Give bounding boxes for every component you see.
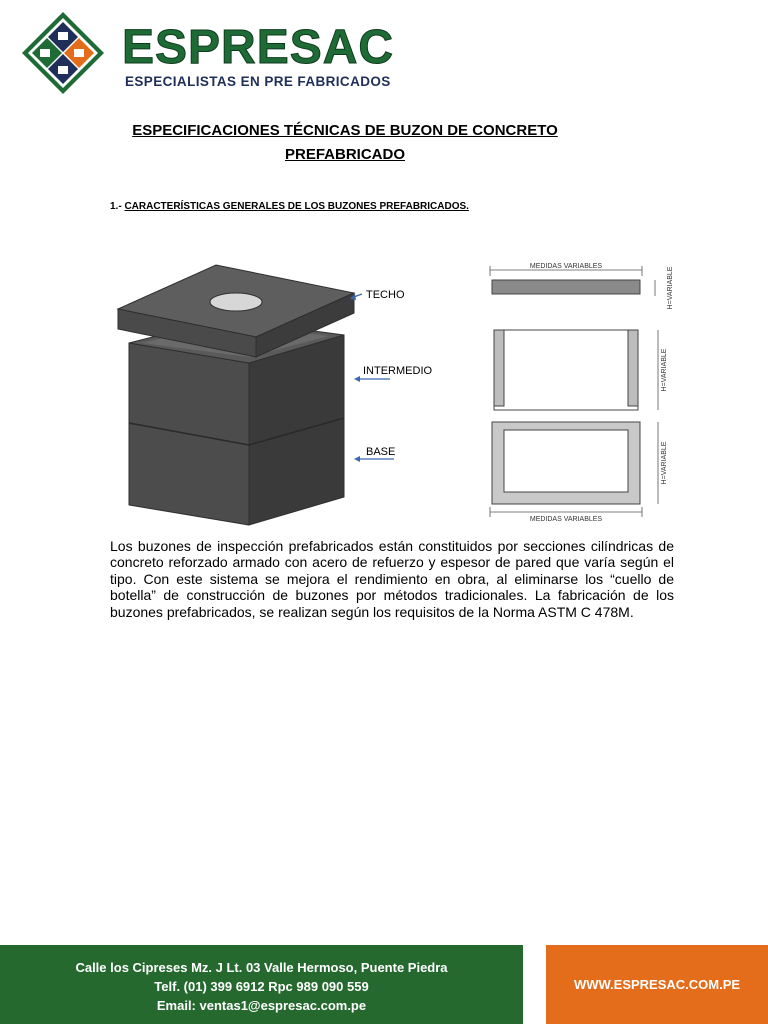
footer-email: Email: ventas1@espresac.com.pe (156, 998, 367, 1013)
footer-contact (0, 945, 523, 1024)
section-title: CARACTERÍSTICAS GENERALES DE LOS BUZONES PREFABRICADOS. (124, 201, 469, 212)
document-title-line2: PREFABRICADO (284, 146, 405, 163)
width-label-bottom: MEDIDAS VARIABLES (529, 516, 603, 523)
footer-address: Calle los Cipreses Mz. J Lt. 03 Valle Hermoso, Puente Piedra (75, 960, 448, 975)
width-label-top: MEDIDAS VARIABLES (529, 263, 603, 270)
website-link[interactable]: WWW.ESPRESAC.COM.PE (573, 977, 741, 992)
section-drawings-figure (480, 258, 680, 528)
label-base: BASE (366, 446, 396, 458)
label-intermedio: INTERMEDIO (363, 365, 433, 377)
logo-emblem-icon (20, 10, 106, 96)
brand-tagline: ESPECIALISTAS EN PRE FABRICADOS (125, 74, 391, 89)
section-heading (110, 201, 469, 212)
brand-name: ESPRESAC (122, 21, 395, 74)
height-label-lid: H=VARIABLE (667, 266, 674, 310)
footer-website (546, 945, 768, 1024)
section-number: 1.- (110, 201, 122, 212)
height-label-base: H=VARIABLE (661, 441, 668, 485)
height-label-mid: H=VARIABLE (661, 348, 668, 392)
precast-box-3d-figure (104, 255, 464, 535)
description-paragraph: Los buzones de inspección prefabricados están constituidos por secciones cilíndricas de concreto reforzado armado con acero de refuerzo y espesor de pared que varía según el tipo. Con este sistema se mejora el rendimiento en obra, al eliminarse los “cuello de botella” de construcción de buzones por métodos tradicionales. La fabricación de los buzones prefabricados, se realizan según los requisitos de la Norma ASTM C 478M. (110, 538, 674, 620)
document-title-line1: ESPECIFICACIONES TÉCNICAS DE BUZON DE CONCRETO (132, 122, 558, 139)
footer-phone: Telf. (01) 399 6912 Rpc 989 090 559 (154, 979, 369, 994)
label-techo: TECHO (366, 289, 405, 301)
company-logo (20, 10, 400, 95)
